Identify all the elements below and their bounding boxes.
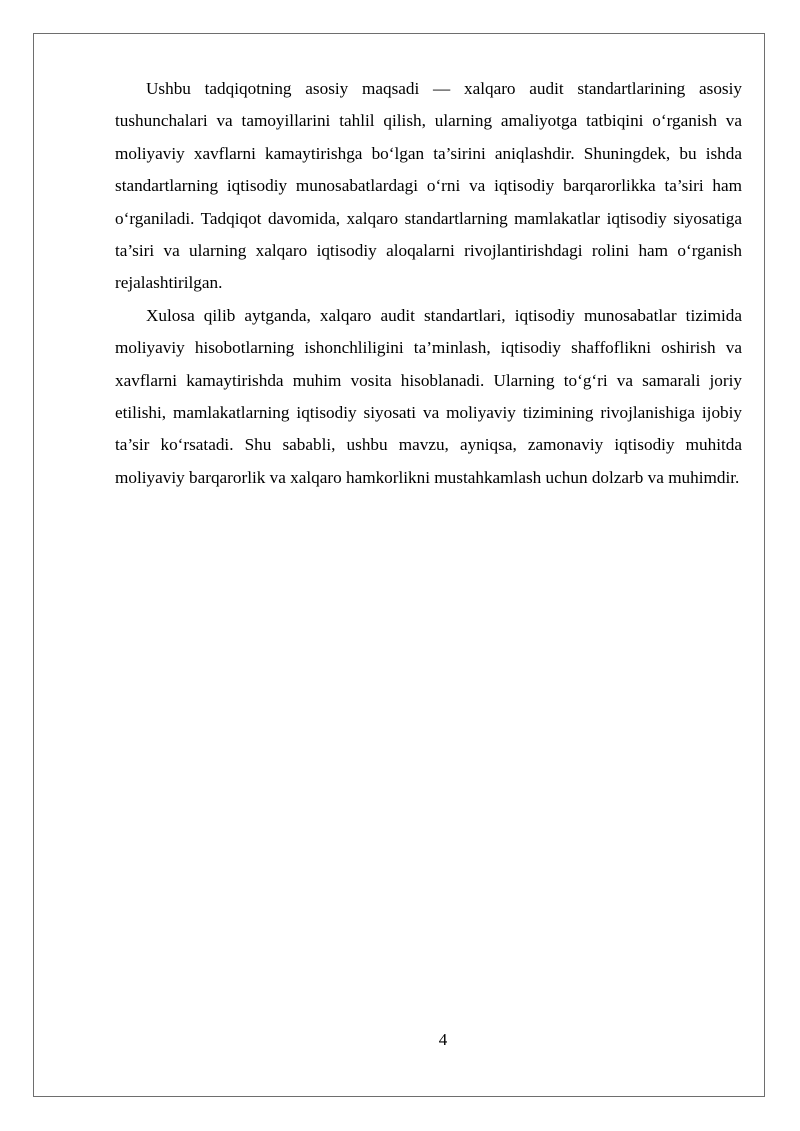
document-body [115,73,742,494]
paragraph-conclusion: Xulosa qilib aytganda, xalqaro audit standartlari, iqtisodiy munosabatlar tizimida moliyaviy hisobotlarning ishonchliligini ta’minlash, iqtisodiy shaffoflikni oshirish va xavflarni kamaytirishda muhim vosita hisoblanadi. Ularning to‘g‘ri va samarali joriy etilishi, mamlakatlarning iqtisodiy siyosati va moliyaviy tizimining rivojlanishiga ijobiy ta’sir ko‘rsatadi. Shu sababli, ushbu mavzu, ayniqsa, zamonaviy iqtisodiy muhitda moliyaviy barqarorlik va xalqaro hamkorlikni mustahkamlash uchun dolzarb va muhimdir. [115,305,742,487]
page-number: 4 [438,1030,448,1049]
paragraph-research-aim: Ushbu tadqiqotning asosiy maqsadi — xalqaro audit standartlarining asosiy tushunchalari va tamoyillarini tahlil qilish, ularning amaliyotga tatbiqini o‘rganish va moliyaviy xavflarni kamaytirishga bo‘lgan ta’sirini aniqlashdir. Shuningdek, bu ishda standartlarning iqtisodiy munosabatlardagi o‘rni va iqtisodiy barqarorlikka ta’siri ham o‘rganiladi. Tadqiqot davomida, xalqaro standartlarning mamlakatlar iqtisodiy siyosatiga ta’siri va ularning xalqaro iqtisodiy aloqalarni rivojlantirishdagi rolini ham o‘rganish rejalashtirilgan. [115,79,742,293]
